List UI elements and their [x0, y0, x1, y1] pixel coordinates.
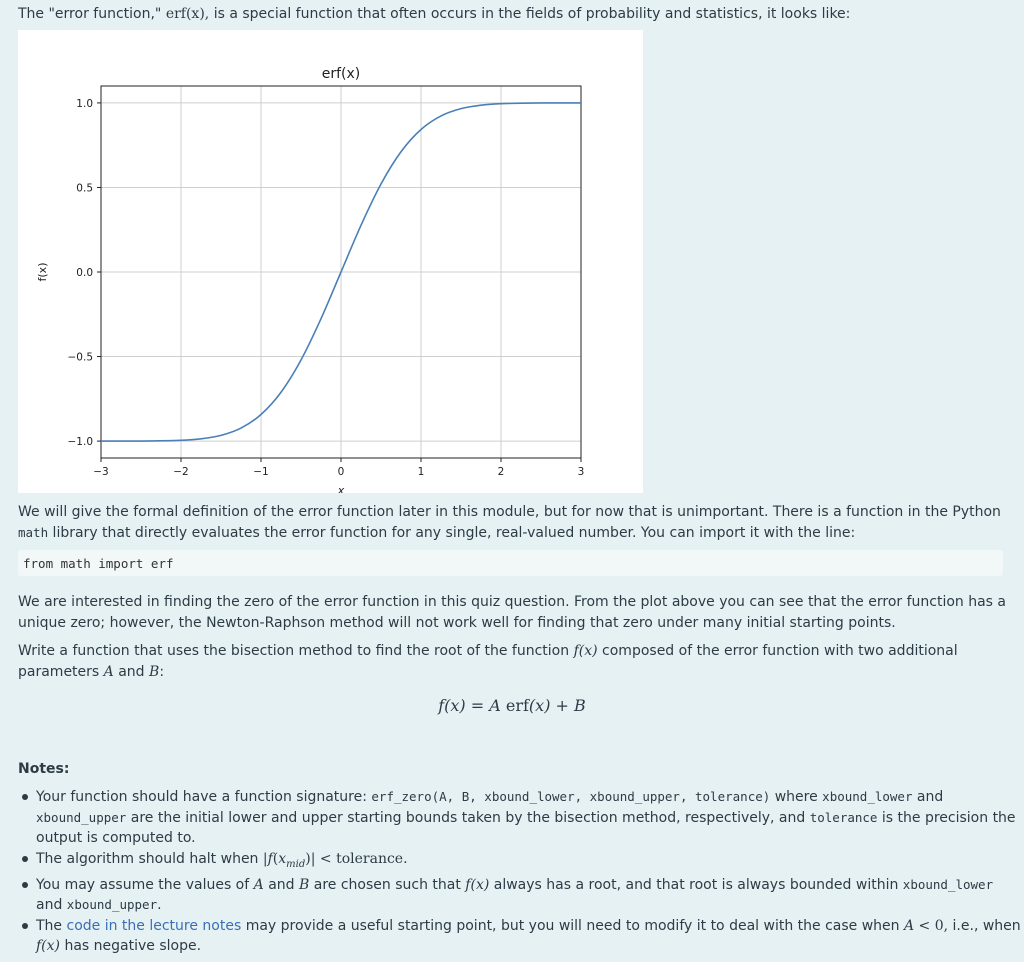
lecture-notes-link[interactable]: code in the lecture notes: [66, 917, 242, 934]
y-tick-label: 1.0: [76, 97, 93, 110]
note-item-halt: The algorithm should halt when $|f(x_{mid})|$ < tolerance.: [36, 849, 1021, 875]
x-tick-label: 2: [497, 466, 505, 478]
y-axis-label: f(x): [36, 262, 49, 282]
note-item-lecture-code: The code in the lecture notes may provide a useful starting point, but you will need to modify it to deal with the case when A < 0, i.e., when f(x) has negative slope.: [36, 916, 1021, 957]
y-tick-label: 0.5: [76, 182, 93, 195]
x-tick-label: 3: [577, 466, 585, 478]
math-module-code: math: [18, 524, 49, 540]
erf-math: erf(x),: [165, 6, 210, 22]
x-axis-label: x: [337, 484, 345, 493]
y-tick-label: 0.0: [76, 267, 93, 279]
erf-plot-figure: [18, 30, 643, 493]
zero-paragraph: We are interested in finding the zero of the error function in this quiz question. From the plot above you can see that the error function has a unique zero; however, the Newton-Raphson method will not work well for finding that zero under many initial starting points.: [18, 594, 1007, 631]
note-item-signature: Your function should have a function signature: erf_zero(A, B, xbound_lower, xbound_upper, tolerance) where xbound_lower and xbound_upper are the initial lower and upper starting bounds taken by the bisection method, respectively, and tolerance is the precision the output is computed to.: [36, 787, 1021, 849]
definition-paragraph: We will give the formal definition of the error function later in this module, but for now that is unimportant. There is a function in the Python math library that directly evaluates the error function for any single, real-valued number. You can import it with the line:: [18, 504, 1001, 541]
x-tick-label: −1: [253, 466, 269, 478]
function-equation: f(x) = A erf(x) + B: [438, 696, 586, 715]
task-paragraph: Write a function that uses the bisection method to find the root of the function f(x) composed of the error function with two additional parameters A and B:: [18, 643, 958, 680]
y-tick-label: −1.0: [67, 436, 93, 449]
code-block: [18, 550, 1003, 576]
intro-paragraph: The "error function," erf(x), is a special function that often occurs in the fields of probability and statistics, it looks like:: [18, 6, 851, 22]
note-item-assumption: You may assume the values of A and B are chosen such that f(x) always has a root, and that root is always bounded within xbound_lower and xbound_upper.: [36, 875, 1021, 916]
chart-title: erf(x): [321, 66, 361, 82]
x-tick-label: 0: [337, 466, 345, 478]
x-tick-label: −2: [173, 466, 189, 478]
import-code-line: from math import erf: [23, 556, 174, 571]
x-tick-label: −3: [93, 466, 109, 478]
notes-list: [18, 787, 1021, 957]
y-tick-label: −0.5: [67, 351, 93, 364]
erf-plot: [18, 30, 643, 493]
notes-heading: Notes:: [18, 761, 70, 777]
x-tick-label: 1: [417, 466, 425, 478]
